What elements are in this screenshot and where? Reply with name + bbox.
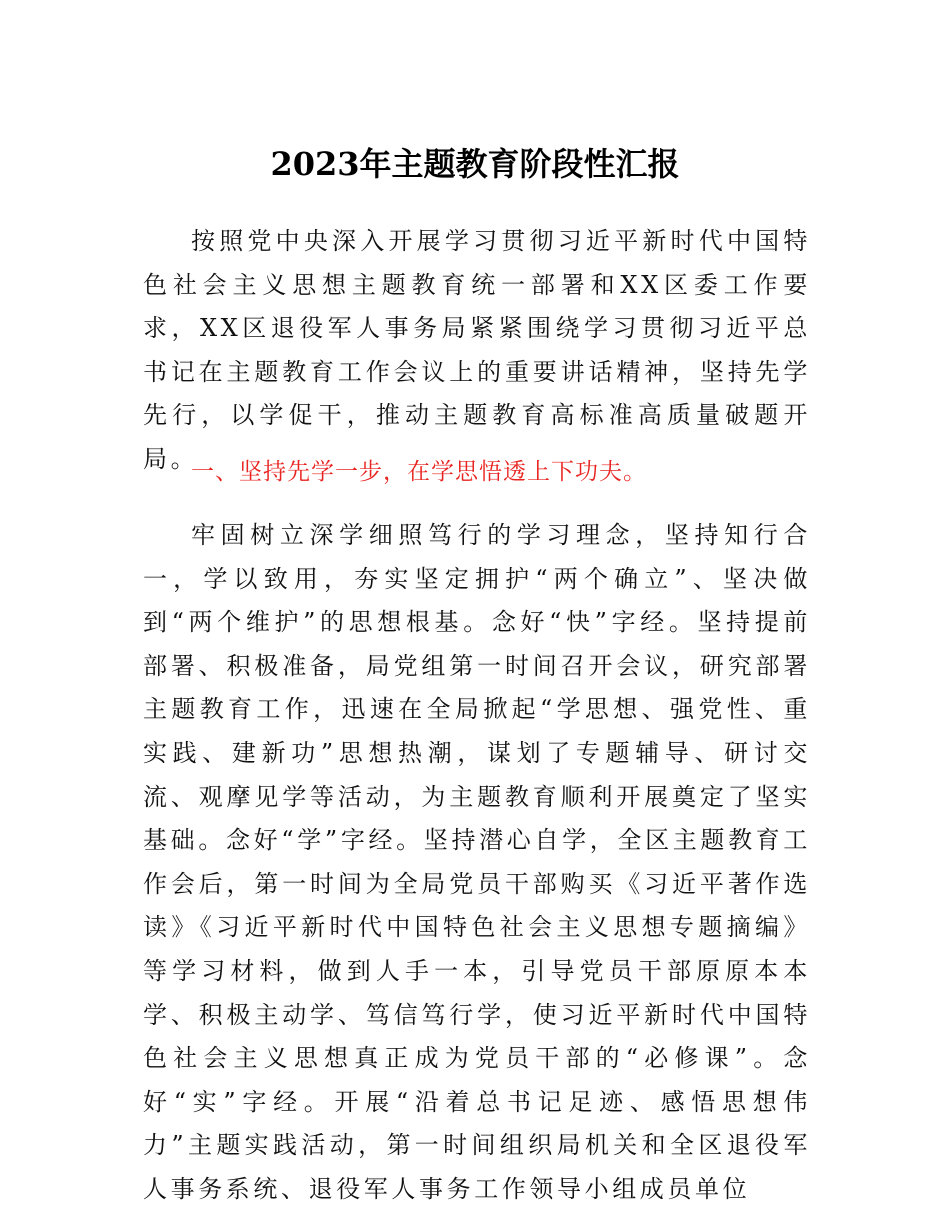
section-heading: 一、坚持先学一步，在学思悟透上下功夫。 [191, 459, 647, 485]
body-paragraph: 牢固树立深学细照笃行的学习理念，坚持知行合一，学以致用，夯实坚定拥护“两个确立”、坚决做到“两个维护”的思想根基。念好“快”字经。坚持提前部署、积极准备，局党组第一时间召开会议，研究部署主题教育工作，迅速在全局掀起“学思想、强党性、重实践、建新功”思想热潮，谋划了专题辅导、研讨交流、观摩见学等活动，为主题教育顺利开展奠定了坚实基础。念好“学”字经。坚持潜心自学，全区主题教育工作会后，第一时间为全局党员干部购买《习近平著作选读》《习近平新时代中国特色社会主义思想专题摘编》等学习材料，做到人手一本，引导党员干部原原本本学、积极主动学、笃信笃行学，使习近平新时代中国特色社会主义思想真正成为党员干部的“必修课”。念好“实”字经。开展“沿着总书记足迹、感悟思想伟力”主题实践活动，第一时间组织局机关和全区退役军人事务系统、退役军人事务工作领导小组成员单位 [143, 521, 811, 1203]
intro-paragraph: 按照党中央深入开展学习贯彻习近平新时代中国特色社会主义思想主题教育统一部署和XX区委工作要求，XX区退役军人事务局紧紧围绕学习贯彻习近平总书记在主题教育工作会议上的重要讲话精神，坚持先学先行，以学促干，推动主题教育高标准高质量破题开局。 [143, 227, 811, 473]
document-title: 2023年主题教育阶段性汇报 [270, 145, 680, 183]
